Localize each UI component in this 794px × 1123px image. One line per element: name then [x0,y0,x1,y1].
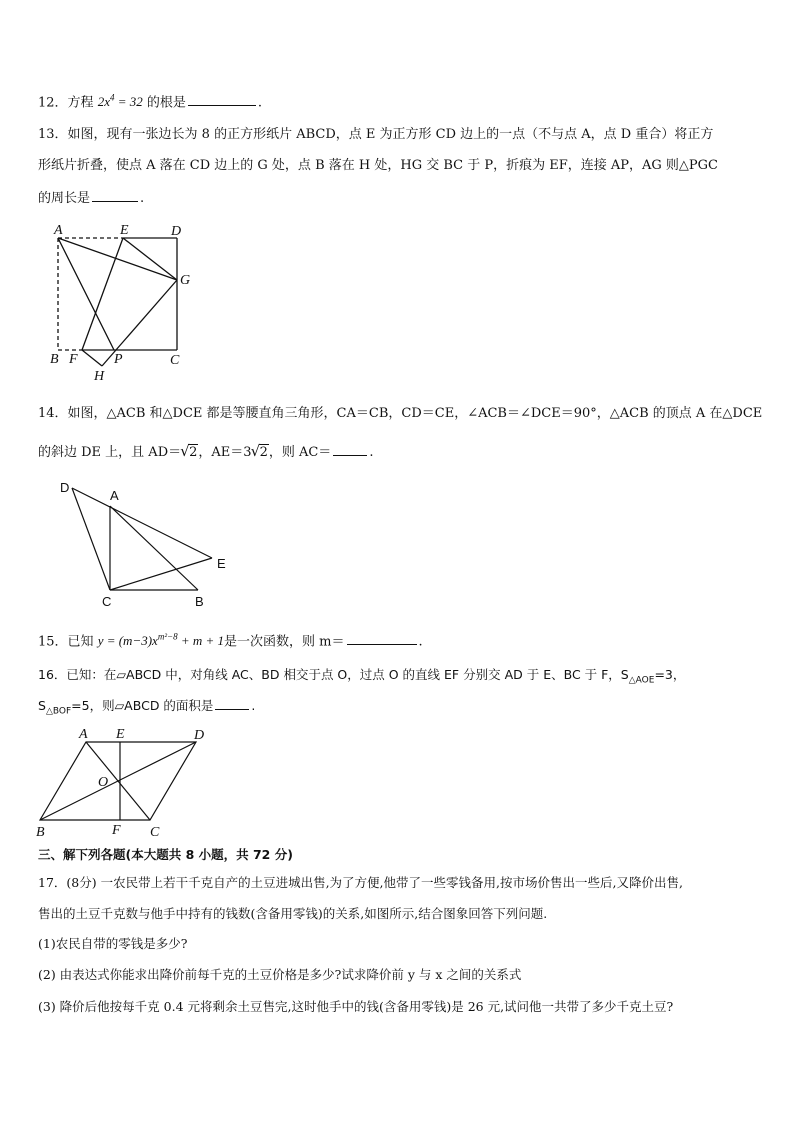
q14-radicand-2: 2 [259,445,268,460]
label-G: G [180,273,191,288]
label-A: A [54,223,63,238]
sqrt-symbol-2 [252,444,269,462]
segment-FH [82,350,102,366]
q12-eq-rhs: = 32 [114,94,143,110]
q14-line2-a: 的斜边 DE 上，且 AD＝ [38,445,182,460]
q16-sub1: △AOE [628,675,655,686]
q16-line2-text: =5，则▱ABCD 的面积是 [71,698,214,713]
q14-line2-c: ，则 AC＝ [268,445,332,460]
q16-line1 [38,666,685,690]
label-D: D [60,480,70,495]
q12-eq-exp: 4 [109,93,115,103]
label-B: B [195,594,204,609]
q15-expr-tail: + m + 1 [177,633,225,649]
q12-text-b: 的根是 [146,95,186,111]
q14-radicand-1: 2 [189,445,198,460]
label-B: B [50,352,59,367]
label-E: E [116,727,125,742]
label-A: A [79,727,88,742]
segment-DE [72,488,212,558]
segment-EF-crease [82,238,123,350]
q13-end: . [140,191,145,206]
q15-expression [98,633,224,648]
q13-answer-blank [92,188,138,202]
label-O: O [98,775,109,790]
q12-text-a: 方程 [67,95,94,111]
figure-13-square-fold [40,220,210,385]
question-12 [38,89,262,112]
figure-16-parallelogram [34,724,214,842]
q15-text: 是一次函数，则 m＝ [224,634,345,650]
q14-line1: 14．如图，△ACB 和△DCE 都是等腰直角三角形，CA＝CB，CD＝CE，∠ACB＝∠DCE＝90°，△ACB 的顶点 A 在△DCE [38,406,763,421]
q16-line1-tail: =3， [654,667,686,682]
q15-expr-base: y = (m−3)x [97,633,158,649]
q14-line2-b: ，AE＝3 [198,445,252,460]
q15-prefix: 15．已知 [38,634,98,650]
q13-line1: 13．如图，现有一张边长为 8 的正方形纸片 ABCD，点 E 为正方形 CD 边上的一点（不与点 A，点 D 重合）将正方 [38,127,714,142]
label-P: P [114,352,123,367]
label-B: B [36,825,45,840]
q12-equation [98,94,143,109]
q13-line2: 形纸片折叠，使点 A 落在 CD 边上的 G 处，点 B 落在 H 处，HG 交 BC 于 P，折痕为 EF，连接 AP，AG 则△PGC [38,158,718,173]
q16-line2 [38,696,255,721]
q16-end: . [251,698,256,713]
label-D: D [171,224,182,239]
label-C: C [170,353,180,368]
q16-sub2: △BOF [45,706,72,717]
label-C: C [150,825,160,840]
q14-answer-blank [333,442,367,456]
section-title: 三、解下列各题(本大题共 8 小题，共 72 分) [38,847,293,862]
q17-part3: (3) 降价后他按每千克 0.4 元将剩余土豆售完,这时他手中的钱(含备用零钱)是 26 元,试问他一共带了多少千克土豆? [38,999,674,1014]
label-E: E [217,556,226,571]
q15-expr-exp: m²−8 [157,632,178,642]
q13-line3 [38,188,144,208]
q14-line2 [38,442,373,462]
q16-answer-blank [215,696,249,710]
q12-eq-base: 2x [97,94,110,110]
q17-part2: (2) 由表达式你能求出降价前每千克的土豆价格是多少?试求降价前 y 与 x 之间的关系式 [38,967,522,982]
segment-EG [123,238,177,280]
q17-part1: (1)农民自带的零钱是多少? [38,936,188,951]
label-E: E [120,223,129,238]
q14-end: . [369,445,374,460]
q13-line3-text: 的周长是 [38,191,91,206]
label-F: F [112,823,121,838]
q16-s: S [38,698,46,713]
q12-number: 12． [38,95,68,111]
q17-line2: 售出的土豆千克数与他手中持有的钱数(含备用零钱)的关系,如图所示,结合图象回答下列问题. [38,906,548,921]
q16-line1-text: 16．已知：在▱ABCD 中，对角线 AC、BD 相交于点 O，过点 O 的直线 EF 分别交 AD 于 E、BC 于 F，S [38,667,629,682]
label-D: D [194,728,205,743]
segment-DC [72,488,110,590]
label-F: F [69,352,78,367]
label-H: H [94,369,105,384]
segment-AB [110,506,198,590]
q15-end: . [418,634,423,650]
sqrt-symbol-1 [181,444,198,462]
question-15 [38,628,423,651]
label-C: C [102,594,112,609]
q12-answer-blank [188,92,256,106]
q17-line1: 17．(8分) 一农民带上若干千克自产的土豆进城出售,为了方便,他带了一些零钱备用,按市场价售出一些后,又降价出售, [38,875,683,890]
label-A: A [110,488,119,503]
q15-answer-blank [347,631,417,645]
figure-14-triangles [50,478,250,613]
q12-end: . [257,95,263,111]
segment-CE [110,558,212,590]
